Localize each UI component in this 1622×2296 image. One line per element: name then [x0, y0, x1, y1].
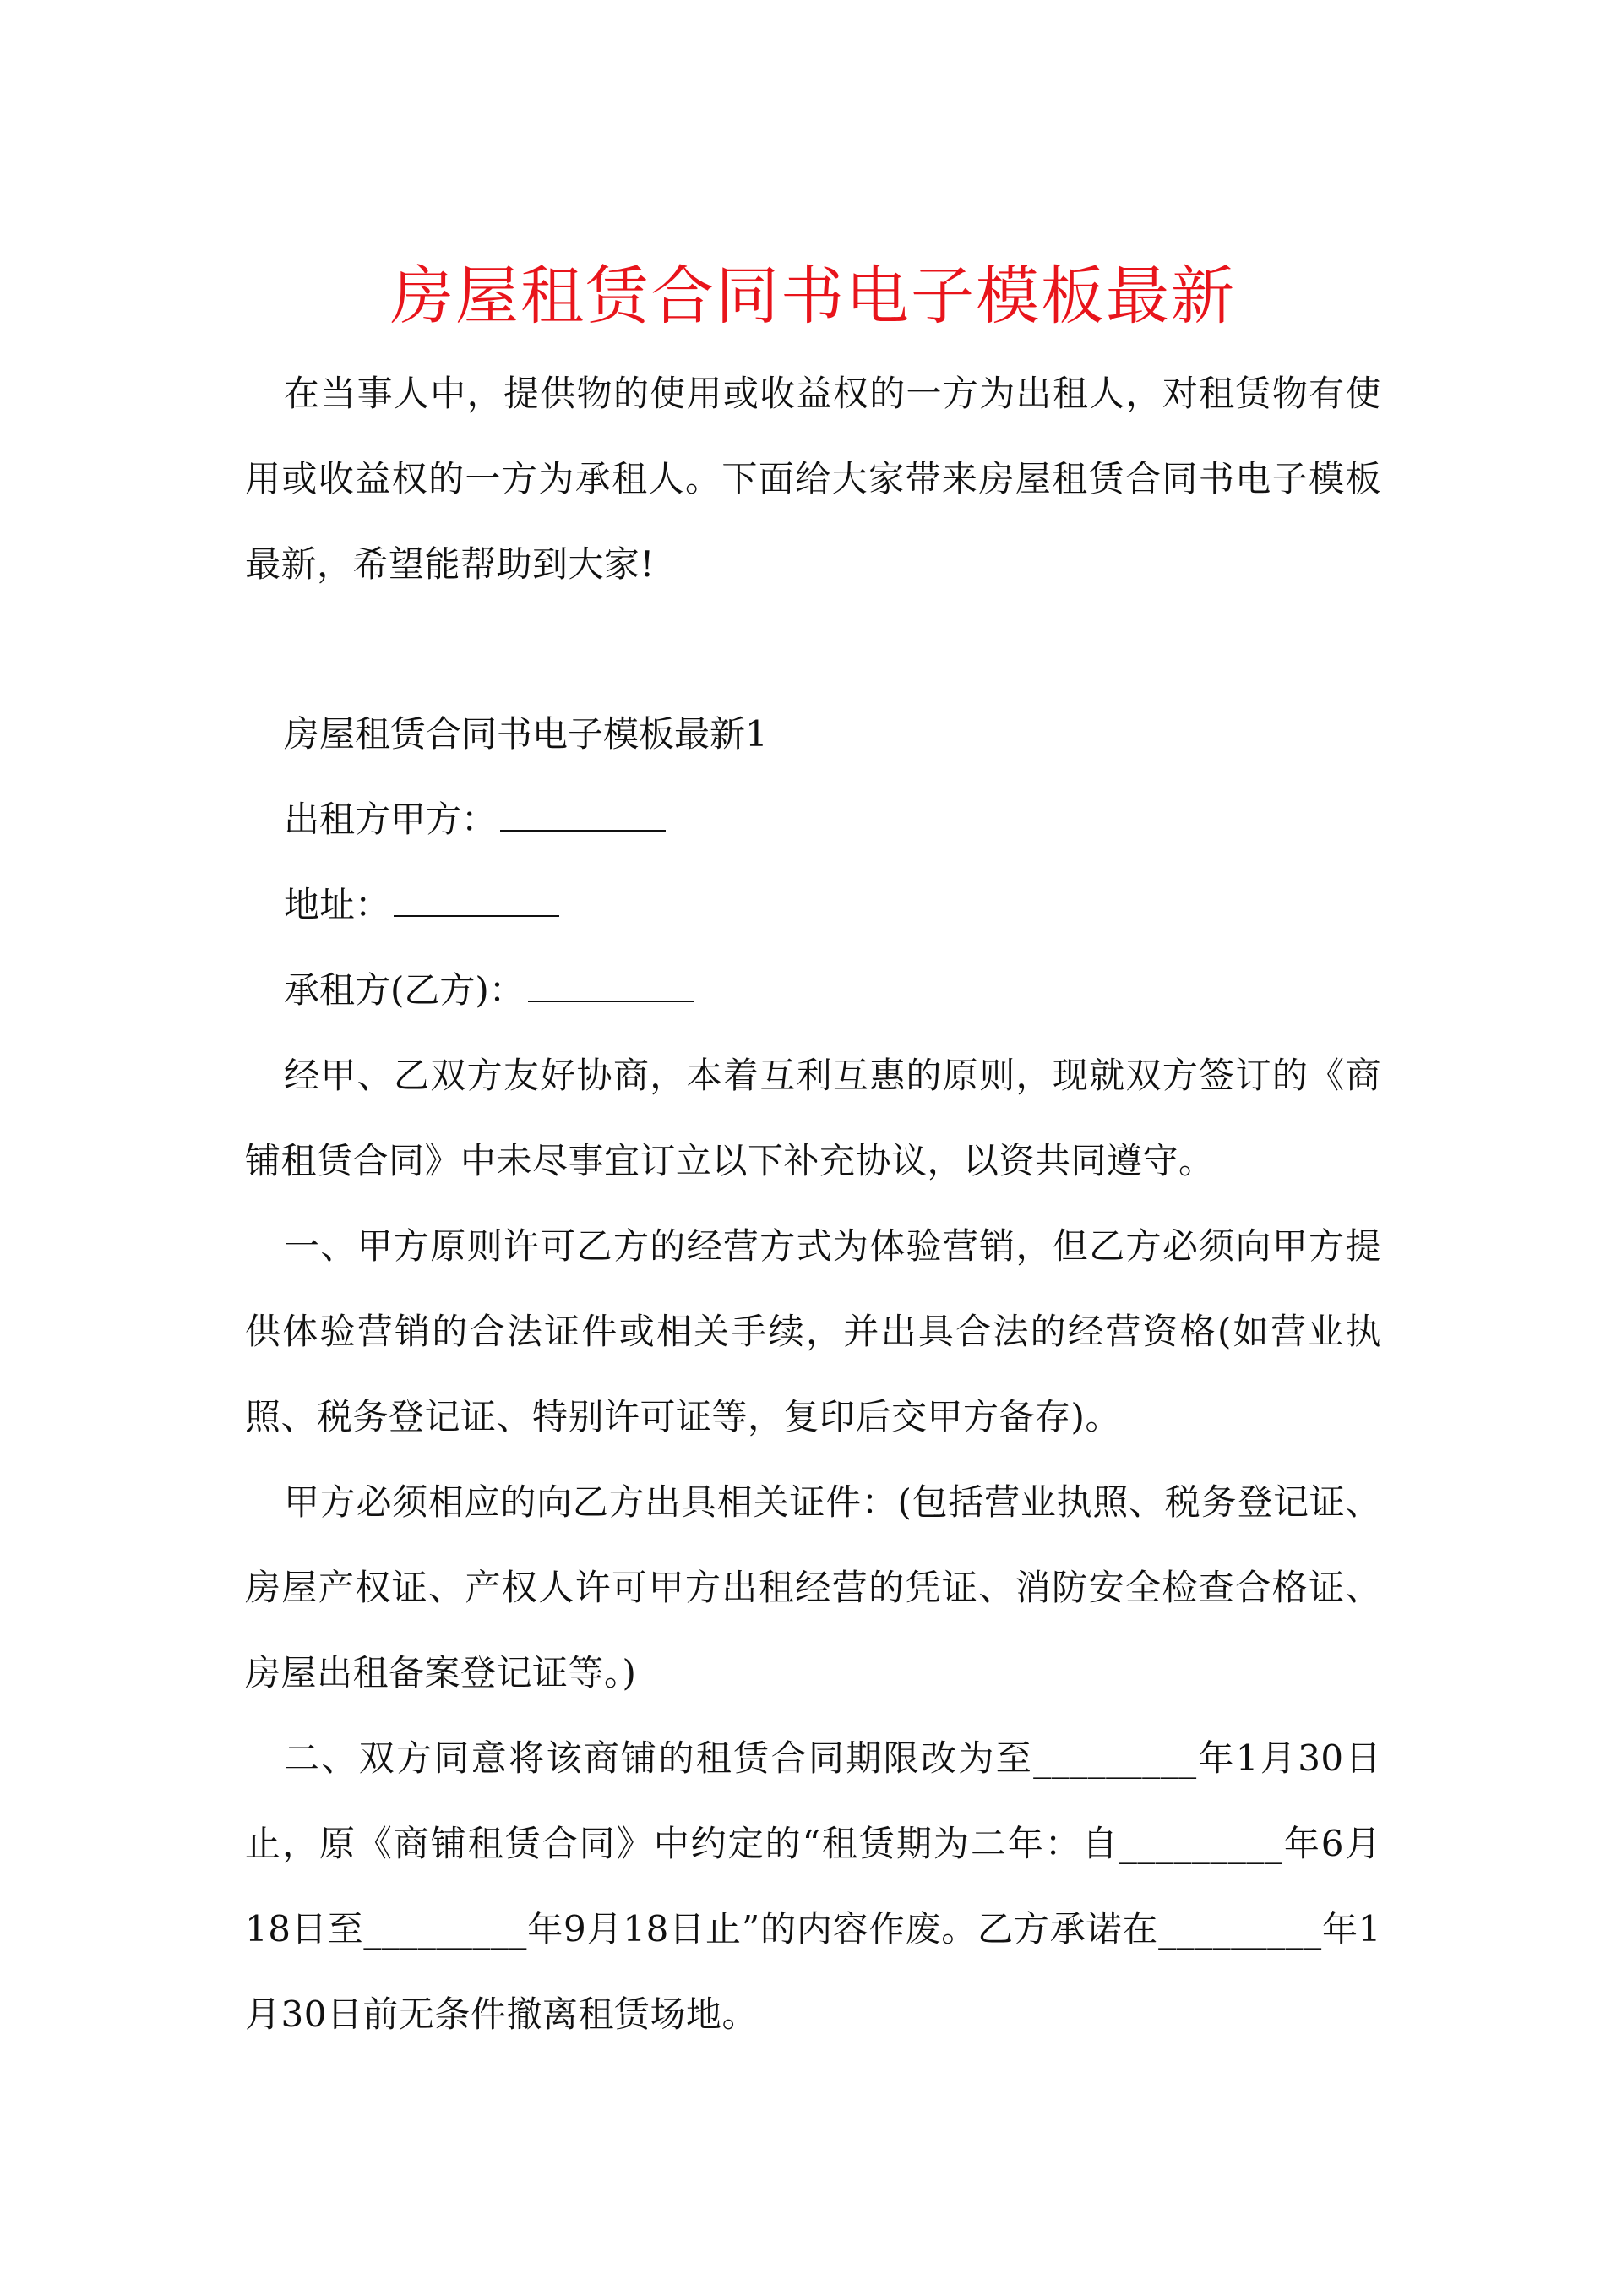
agreement-paragraph: 经甲、乙双方友好协商，本着互利互惠的原则，现就双方签订的《商铺租赁合同》中未尽事宜订立以下补充协议，以资共同遵守。: [245, 1055, 1381, 1181]
lessor-blank: [500, 799, 666, 832]
section-heading: 房屋租赁合同书电子模板最新1: [284, 713, 768, 755]
lessee-label: 承租方(乙方)：: [284, 969, 525, 1011]
address-label: 地址：: [284, 884, 391, 925]
lessor-field: [245, 777, 1381, 862]
intro-paragraph: 在当事人中，提供物的使用或收益权的一方为出租人，对租赁物有使用或收益权的一方为承租人。下面给大家带来房屋租赁合同书电子模板最新，希望能帮助到大家!: [245, 373, 1381, 585]
document-page: [245, 245, 1381, 2057]
lessor-label: 出租方甲方：: [284, 799, 498, 840]
clause-one-paragraph: 一、甲方原则许可乙方的经营方式为体验营销，但乙方必须向甲方提供体验营销的合法证件或相关手续，并出具合法的经营资格(如营业执照、税务登记证、特别许可证等，复印后交甲方备存)。: [245, 1225, 1381, 1437]
address-field: [245, 862, 1381, 947]
spacer: [245, 607, 1381, 691]
lessee-field: [245, 947, 1381, 1033]
lessee-blank: [528, 970, 694, 1002]
clause-two-paragraph: 二、双方同意将该商铺的租赁合同期限改为至_________年1月30日止，原《商铺租赁合同》中约定的“租赁期为二年：自_________年6月18日至_________年9月18日止”的内容作废。乙方承诺在_________年1月30日前无条件撤离租赁场地。: [245, 1737, 1381, 2035]
address-blank: [394, 885, 559, 917]
document-title: 房屋租赁合同书电子模板最新: [389, 259, 1236, 333]
certificates-paragraph: 甲方必须相应的向乙方出具相关证件：(包括营业执照、税务登记证、房屋产权证、产权人许可甲方出租经营的凭证、消防安全检查合格证、房屋出租备案登记证等。): [245, 1481, 1381, 1693]
